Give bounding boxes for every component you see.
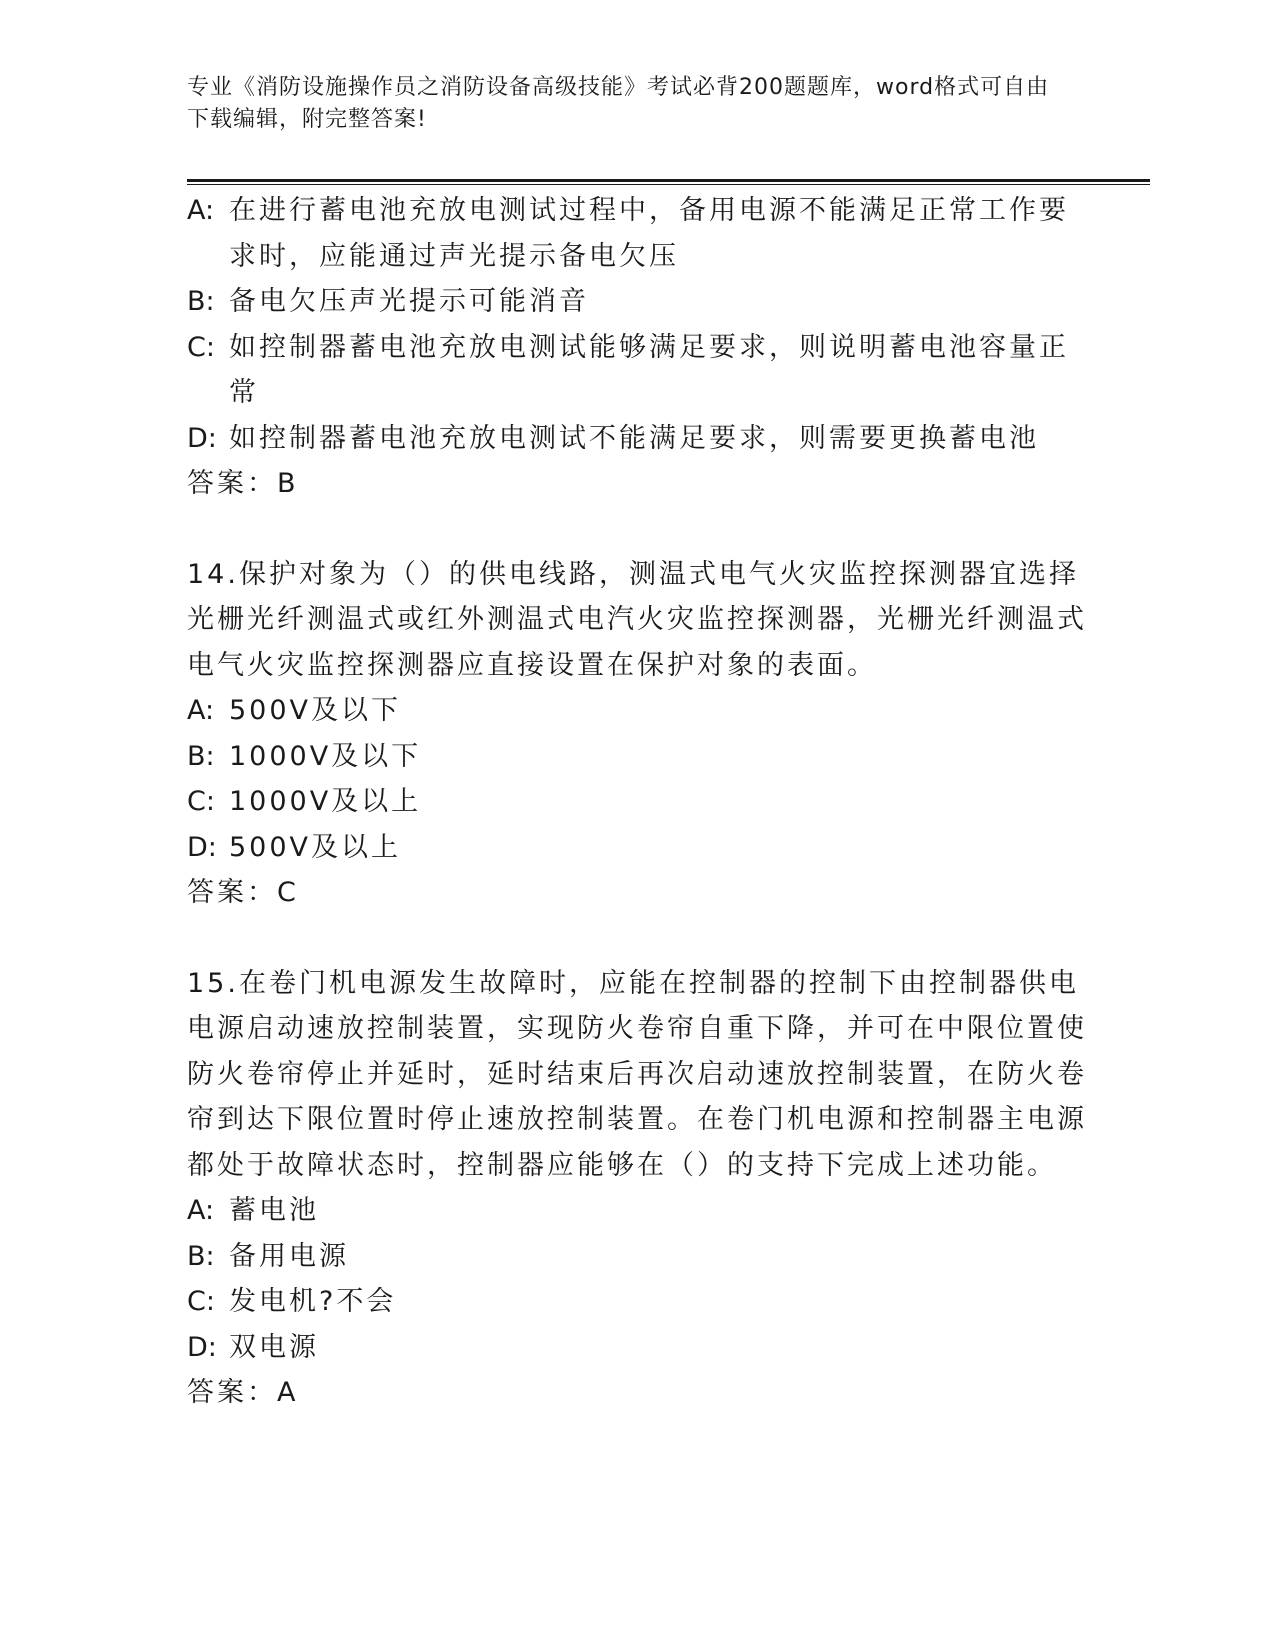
option-letter: D: bbox=[187, 831, 217, 863]
question-block-14 bbox=[187, 552, 1087, 916]
option-d bbox=[187, 1325, 1087, 1371]
option-text: 双电源 bbox=[229, 1331, 319, 1363]
option-letter: C: bbox=[187, 331, 215, 363]
question-content bbox=[187, 188, 1087, 1416]
option-d bbox=[187, 416, 1087, 462]
option-text: 1000V及以上 bbox=[229, 786, 422, 817]
option-c bbox=[187, 779, 1087, 825]
option-text: 如控制器蓄电池充放电测试不能满足要求，则需要更换蓄电池 bbox=[229, 422, 1039, 454]
block-spacer bbox=[187, 507, 1087, 552]
option-a bbox=[187, 1188, 1087, 1234]
option-text: 在进行蓄电池充放电测试过程中，备用电源不能满足正常工作要求时，应能通过声光提示备电欠压 bbox=[229, 195, 1069, 272]
option-d bbox=[187, 825, 1087, 871]
header-rule-thick bbox=[187, 179, 1150, 182]
answer-line: 答案：B bbox=[187, 468, 299, 499]
answer-line: 答案：A bbox=[187, 1377, 299, 1408]
header-text: 专业《消防设施操作员之消防设备高级技能》考试必背200题题库，word格式可自由下载编辑，附完整答案! bbox=[187, 75, 1050, 132]
option-letter: A: bbox=[187, 695, 215, 726]
option-letter: B: bbox=[187, 740, 215, 772]
document-header bbox=[187, 72, 1067, 136]
answer-line: 答案：C bbox=[187, 877, 299, 908]
option-letter: A: bbox=[187, 1195, 215, 1226]
option-text: 1000V及以下 bbox=[229, 740, 422, 772]
option-letter: C: bbox=[187, 1286, 215, 1317]
question-block-13 bbox=[187, 188, 1087, 507]
option-text: 备电欠压声光提示可能消音 bbox=[229, 286, 589, 317]
option-letter: D: bbox=[187, 422, 217, 454]
option-text: 500V及以上 bbox=[229, 831, 402, 863]
block-spacer bbox=[187, 916, 1087, 961]
option-text: 500V及以下 bbox=[229, 695, 402, 726]
option-b bbox=[187, 279, 1087, 325]
option-letter: D: bbox=[187, 1331, 217, 1363]
option-a bbox=[187, 188, 1087, 279]
option-c bbox=[187, 1279, 1087, 1325]
option-b bbox=[187, 1234, 1087, 1280]
option-letter: A: bbox=[187, 195, 215, 226]
option-letter: B: bbox=[187, 1240, 215, 1272]
option-text: 发电机?不会 bbox=[229, 1286, 397, 1317]
option-letter: B: bbox=[187, 286, 215, 317]
option-text: 备用电源 bbox=[229, 1240, 349, 1272]
header-rule-thin bbox=[187, 184, 1150, 185]
option-text: 如控制器蓄电池充放电测试能够满足要求，则说明蓄电池容量正常 bbox=[229, 331, 1069, 408]
option-c bbox=[187, 325, 1087, 416]
option-a bbox=[187, 688, 1087, 734]
option-text: 蓄电池 bbox=[229, 1195, 319, 1226]
question-text: 14.保护对象为（）的供电线路，测温式电气火灾监控探测器宜选择光栅光纤测温式或红外测温式电汽火灾监控探测器，光栅光纤测温式电气火灾监控探测器应直接设置在保护对象的表面。 bbox=[187, 558, 1087, 681]
question-text: 15.在卷门机电源发生故障时，应能在控制器的控制下由控制器供电电源启动速放控制装置，实现防火卷帘自重下降，并可在中限位置使防火卷帘停止并延时，延时结束后再次启动速放控制装置，在防火卷帘到达下限位置时停止速放控制装置。在卷门机电源和控制器主电源都处于故障状态时，控制器应能够在（）的支持下完成上述功能。 bbox=[187, 967, 1087, 1181]
option-letter: C: bbox=[187, 786, 215, 817]
question-block-15 bbox=[187, 961, 1087, 1416]
option-b bbox=[187, 734, 1087, 780]
